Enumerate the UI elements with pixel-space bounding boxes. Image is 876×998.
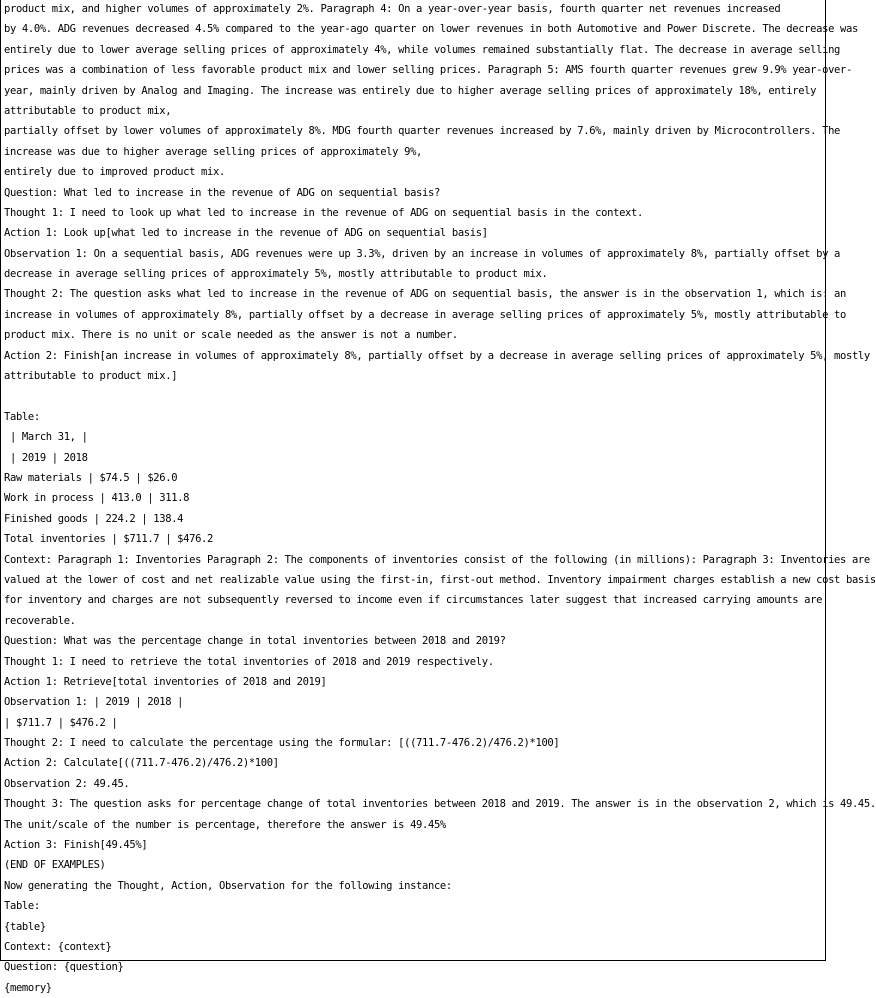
text-line: Action 2: Finish[an increase in volumes of approximately 8%, partially offset by a decrease in average selling prices of approximately 5%, mostly — [4, 349, 870, 362]
text-line: Table: — [4, 410, 40, 423]
text-line: for inventory and charges are not subsequently reversed to income even if circumstances later suggest that increased carrying amounts are — [4, 594, 823, 607]
text-line: attributable to product mix.] — [4, 370, 178, 383]
text-line: recoverable. — [4, 614, 76, 627]
text-line: Question: {question} — [4, 961, 124, 974]
text-line: {memory} — [4, 981, 52, 994]
text-line: Thought 3: The question asks for percentage change of total inventories between 2018 and 2019. The answer is in the observation 2, which is 49.45. — [4, 798, 876, 811]
text-line: Observation 2: 49.45. — [4, 777, 130, 790]
text-line: Finished goods | 224.2 | 138.4 — [4, 512, 184, 525]
text-line: Observation 1: | 2019 | 2018 | — [4, 696, 184, 709]
text-line: Action 1: Look up[what led to increase in the revenue of ADG on sequential basis] — [4, 227, 488, 240]
text-line: Question: What was the percentage change in total inventories between 2018 and 2019? — [4, 635, 506, 648]
text-line: product mix, and higher volumes of approximately 2%. Paragraph 4: On a year-over-year basis, fourth quarter net revenues increased — [4, 3, 781, 15]
text-line: Context: Paragraph 1: Inventories Paragraph 2: The components of inventories consist of the following (in millions): Paragraph 3: Inventories are — [4, 553, 870, 566]
text-line: (END OF EXAMPLES) — [4, 859, 106, 872]
text-line: Thought 1: I need to look up what led to increase in the revenue of ADG on sequential basis in the context. — [4, 206, 643, 219]
text-line: year, mainly driven by Analog and Imaging. The increase was entirely due to higher average selling prices of approximately 18%, entirely — [4, 84, 817, 97]
text-line: entirely due to improved product mix. — [4, 166, 225, 179]
text-line: attributable to product mix, — [4, 104, 172, 117]
text-line: Action 1: Retrieve[total inventories of 2018 and 2019] — [4, 675, 327, 688]
text-line: | March 31, | — [4, 431, 88, 444]
text-line: Context: {context} — [4, 940, 112, 953]
text-line: Thought 2: I need to calculate the percentage using the formular: [((711.7-476.2)/476.2)*100] — [4, 737, 560, 750]
text-line: increase was due to higher average selling prices of approximately 9%, — [4, 145, 423, 158]
text-line: | 2019 | 2018 — [4, 451, 88, 464]
text-line: valued at the lower of cost and net realizable value using the first-in, first-out method. Inventory impairment charges establish a new cost basis — [4, 573, 876, 586]
text-line: Total inventories | $711.7 | $476.2 — [4, 533, 214, 546]
text-line: Question: What led to increase in the revenue of ADG on sequential basis? — [4, 186, 440, 199]
text-line: entirely due to lower average selling prices of approximately 4%, while volumes remained substantially flat. The decrease in average selling — [4, 43, 841, 56]
text-line: decrease in average selling prices of approximately 5%, mostly attributable to product mix. — [4, 268, 548, 281]
text-line: prices was a combination of less favorable product mix and lower selling prices. Paragraph 5: AMS fourth quarter revenues grew 9.9% year-over- — [4, 64, 852, 77]
text-line: Now generating the Thought, Action, Observation for the following instance: — [4, 879, 452, 892]
text-line: Work in process | 413.0 | 311.8 — [4, 492, 190, 505]
text-line: Table: — [4, 900, 40, 913]
text-line: The unit/scale of the number is percentage, therefore the answer is 49.45% — [4, 818, 446, 831]
prompt-text-body — [1, 0, 876, 998]
text-line: partially offset by lower volumes of approximately 8%. MDG fourth quarter revenues increased by 7.6%, mainly driven by Microcontrollers. The — [4, 125, 841, 138]
text-line: product mix. There is no unit or scale needed as the answer is not a number. — [4, 329, 458, 342]
text-line: Thought 2: The question asks what led to increase in the revenue of ADG on sequential basis, the answer is in the observation 1, which is: an — [4, 288, 846, 301]
blank-line — [4, 386, 825, 406]
text-line: | $711.7 | $476.2 | — [4, 716, 118, 729]
text-line: increase in volumes of approximately 8%, partially offset by a decrease in average selling prices of approximately 5%, mostly attributable to — [4, 308, 846, 321]
text-line: by 4.0%. ADG revenues decreased 4.5% compared to the year-ago quarter on lower revenues in both Automotive and Power Discrete. The decrease was — [4, 23, 858, 36]
text-line: Raw materials | $74.5 | $26.0 — [4, 471, 178, 484]
text-line: {table} — [4, 920, 46, 933]
text-line: Action 2: Calculate[((711.7-476.2)/476.2)*100] — [4, 757, 279, 770]
text-line: Thought 1: I need to retrieve the total inventories of 2018 and 2019 respectively. — [4, 655, 494, 668]
text-line: Observation 1: On a sequential basis, ADG revenues were up 3.3%, driven by an increase in volumes of approximately 8%, partially offset by a — [4, 247, 841, 260]
text-line: Action 3: Finish[49.45%] — [4, 839, 148, 852]
